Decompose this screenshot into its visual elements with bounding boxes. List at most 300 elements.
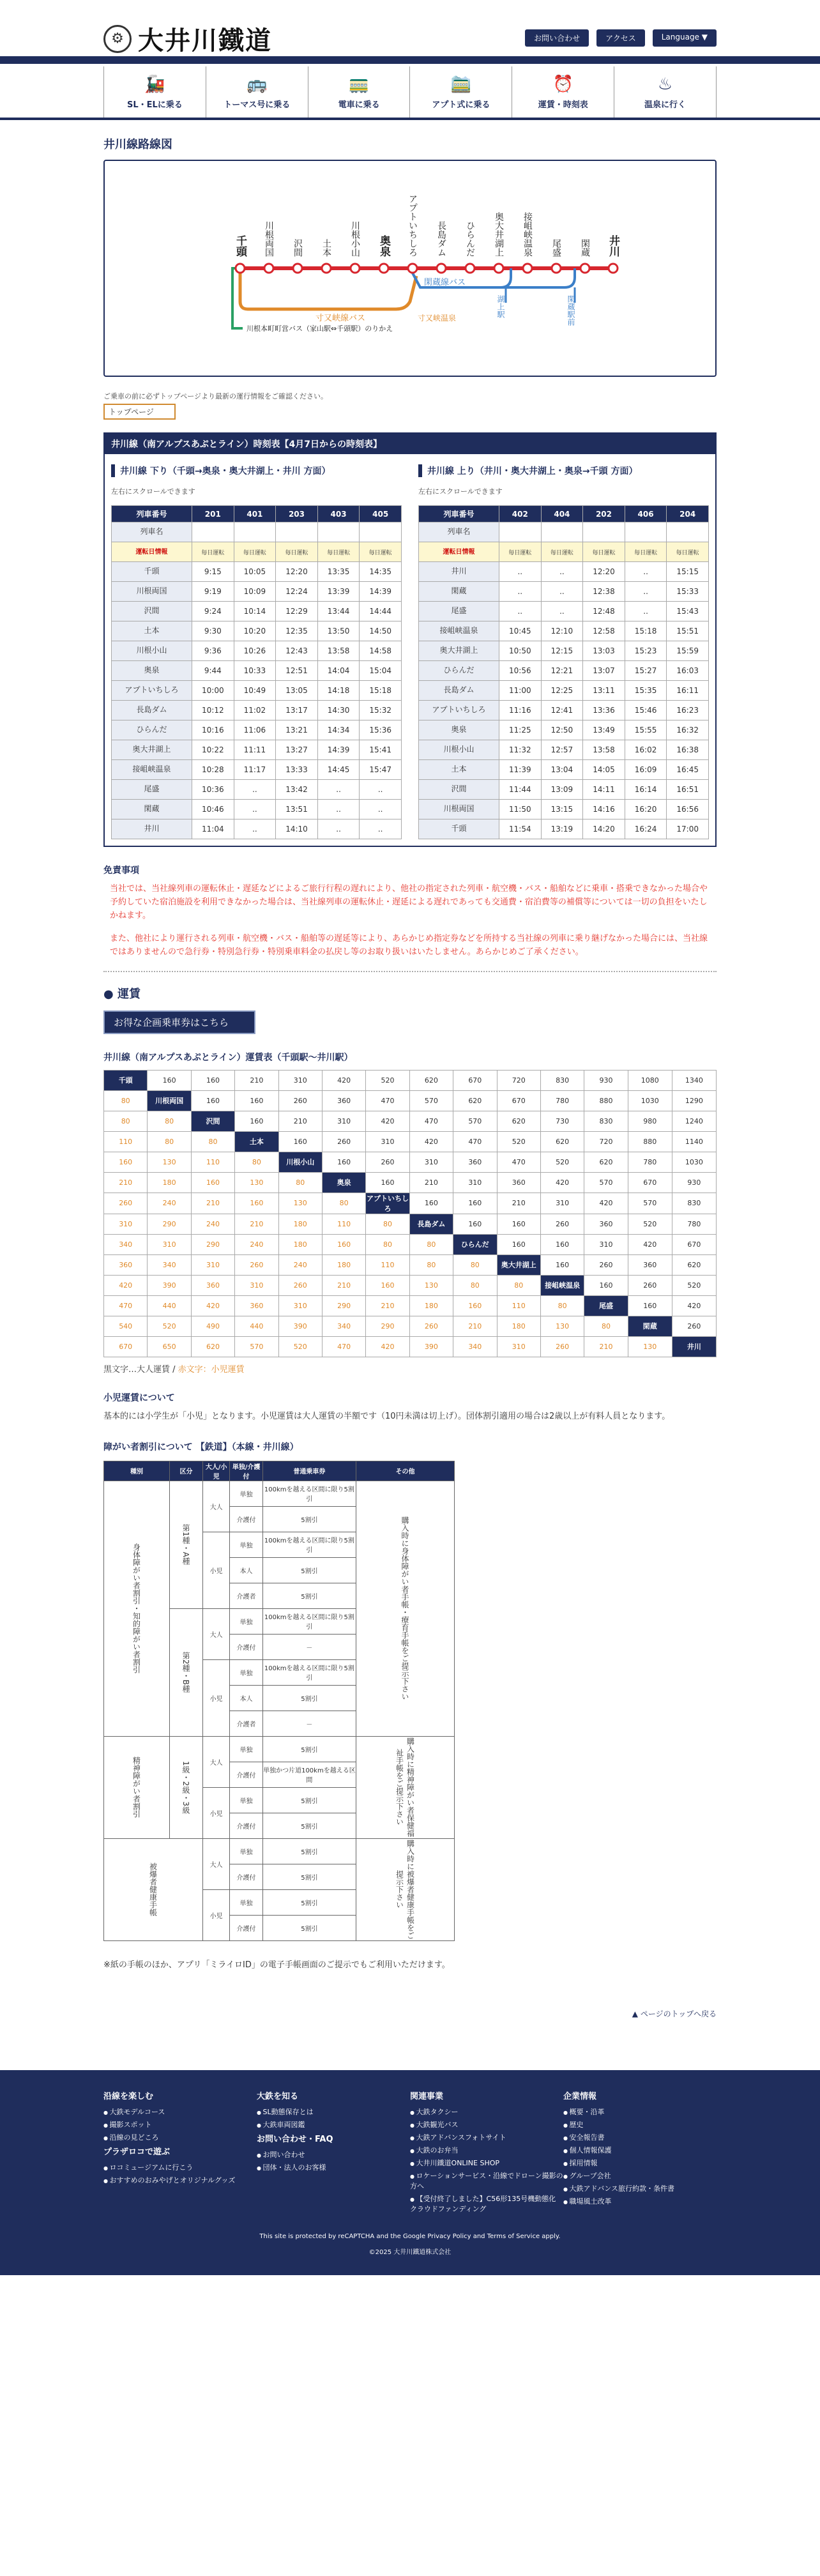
time-cell: 13:11 — [583, 681, 625, 701]
fare-cell: 440 — [235, 1316, 278, 1336]
fare-cell: 80 — [104, 1111, 148, 1131]
fare-cell: 1140 — [672, 1131, 716, 1152]
time-cell: 10:26 — [234, 641, 276, 661]
fare-cell: 260 — [235, 1254, 278, 1275]
footer-link[interactable]: ● 【受付終了しました】C56形135号機動態化 クラウドファンディング — [410, 2193, 563, 2214]
fare-cell: 420 — [366, 1336, 409, 1357]
fare-station: アプトいちしろ — [366, 1193, 409, 1214]
fare-cell: 420 — [104, 1275, 148, 1295]
footer-link[interactable]: ● 大鉄アドバンス旅行約款・条件書 — [563, 2183, 717, 2193]
fare-cell: 470 — [104, 1295, 148, 1316]
fare-station: 接岨峡温泉 — [540, 1275, 584, 1295]
fare-cell: 340 — [322, 1316, 365, 1336]
child-fare-title: 小児運賃について — [103, 1392, 175, 1403]
time-cell: 10:09 — [234, 582, 276, 602]
fare-cell: 780 — [672, 1214, 716, 1234]
map-station-label: 奥大井湖上 — [494, 212, 504, 257]
footer-link[interactable]: ● 大鉄のお弁当 — [410, 2145, 563, 2155]
fare-cell: 780 — [628, 1152, 672, 1172]
time-cell: 12:15 — [541, 641, 583, 661]
map-station-label: 井川 — [607, 235, 619, 257]
fare-cell: 1030 — [672, 1152, 716, 1172]
train-no-header: 列車番号 — [419, 506, 499, 522]
fare-cell: 130 — [148, 1152, 191, 1172]
time-cell: 15:46 — [625, 701, 667, 720]
time-cell: 15:43 — [667, 602, 709, 621]
time-cell: 16:03 — [667, 661, 709, 681]
station-cell: 沢間 — [419, 780, 499, 800]
nav-thomas[interactable]: 🚌 トーマス号に乗る — [206, 66, 308, 118]
nav-fare[interactable]: ⏰ 運賃・時刻表 — [512, 66, 614, 118]
footer-link[interactable]: ● 安全報告書 — [563, 2132, 717, 2142]
fare-cell: 470 — [453, 1131, 497, 1152]
train-name-header: 列車名 — [419, 522, 499, 542]
top-page-button[interactable]: トップページ — [103, 404, 176, 420]
fare-cell: 880 — [584, 1090, 628, 1111]
map-station-label: 奥泉 — [377, 235, 390, 257]
fare-cell: 310 — [540, 1193, 584, 1214]
nav-train[interactable]: 🚃 電車に乗る — [308, 66, 410, 118]
fare-cell: 290 — [191, 1234, 234, 1254]
access-button[interactable]: アクセス — [596, 29, 645, 47]
time-cell: 9:15 — [192, 562, 234, 582]
timetable-down — [111, 461, 402, 839]
fare-cell: 210 — [584, 1336, 628, 1357]
footer-link[interactable]: ● 大鉄アドバンスフォトサイト — [410, 2132, 563, 2142]
train-number: 402 — [499, 506, 542, 522]
time-cell: 11:50 — [499, 800, 542, 819]
clock-icon: ⏰ — [552, 74, 573, 94]
map-station-label: ひらんだ — [465, 221, 475, 257]
fare-cell: 210 — [235, 1214, 278, 1234]
nav-sl[interactable]: 🚂 SL・ELに乗る — [103, 66, 206, 118]
fare-cell: 390 — [278, 1316, 322, 1336]
fare-cell: 160 — [409, 1193, 453, 1214]
fare-cell: 340 — [104, 1234, 148, 1254]
time-cell: 15:55 — [625, 720, 667, 740]
station-cell: 土本 — [112, 621, 192, 641]
fare-cell: 620 — [672, 1254, 716, 1275]
footer-link[interactable]: ● 歴史 — [563, 2119, 717, 2130]
time-cell: .. — [541, 562, 583, 582]
train-number: 204 — [667, 506, 709, 522]
nav-apt[interactable]: 🚞 アプト式に乗る — [409, 66, 512, 118]
time-cell: 14:05 — [583, 760, 625, 780]
fare-cell: 210 — [104, 1172, 148, 1193]
footer-link[interactable]: ● 職場風土改革 — [563, 2196, 717, 2206]
fare-legend: 黒文字…大人運賃 / 赤文字：小児運賃 — [103, 1364, 245, 1375]
footer-link[interactable]: ● 沿線の見どころ — [103, 2132, 257, 2142]
fare-cell: 520 — [540, 1152, 584, 1172]
fare-cell: 110 — [322, 1214, 365, 1234]
time-cell: .. — [317, 819, 360, 839]
time-cell: 12:58 — [583, 621, 625, 641]
station-cell: 奥大井湖上 — [419, 641, 499, 661]
fare-cell: 180 — [278, 1214, 322, 1234]
time-cell: 15:32 — [360, 701, 402, 720]
map-station-label: 接岨峡温泉 — [522, 212, 533, 257]
fare-cell: 360 — [497, 1172, 540, 1193]
time-cell: 14:16 — [583, 800, 625, 819]
time-cell: .. — [360, 819, 402, 839]
fare-cell: 290 — [148, 1214, 191, 1234]
fare-station: ひらんだ — [453, 1234, 497, 1254]
fare-cell: 420 — [672, 1295, 716, 1316]
time-cell: 16:51 — [667, 780, 709, 800]
op-info-cell: 毎日運転 — [625, 542, 667, 562]
fare-cell: 80 — [148, 1131, 191, 1152]
otoku-ticket-button[interactable]: お得な企画乗車券はこちら — [103, 1010, 255, 1034]
fare-cell: 160 — [148, 1070, 191, 1090]
fare-cell: 930 — [672, 1172, 716, 1193]
time-cell: 12:35 — [276, 621, 318, 641]
station-cell: 川根両国 — [419, 800, 499, 819]
time-cell: 16:20 — [625, 800, 667, 819]
notice-text: ご乗車の前に必ずトップページより最新の運行情報をご確認ください。 — [103, 392, 328, 400]
station-cell: 閑蔵 — [112, 800, 192, 819]
footer-link[interactable]: ● 団体・法人のお客様 — [257, 2162, 410, 2172]
fare-cell: 670 — [672, 1234, 716, 1254]
fare-cell: 160 — [540, 1254, 584, 1275]
fare-cell: 160 — [366, 1172, 409, 1193]
route-map — [103, 160, 717, 377]
time-cell: 10:49 — [234, 681, 276, 701]
footer-col-title: プラザロコで遊ぶ — [103, 2147, 171, 2157]
train-number: 405 — [360, 506, 402, 522]
fare-station: 川根小山 — [278, 1152, 322, 1172]
footer-link[interactable]: ● 大鉄モデルコース — [103, 2107, 257, 2117]
time-cell: 13:49 — [583, 720, 625, 740]
time-cell: 9:36 — [192, 641, 234, 661]
map-station-label: 千頭 — [234, 235, 247, 257]
time-cell: .. — [234, 800, 276, 819]
footer-col-title: 大鉄を知る — [257, 2091, 299, 2101]
time-cell: 12:50 — [541, 720, 583, 740]
fare-cell: 80 — [322, 1193, 365, 1214]
time-cell: 13:39 — [317, 582, 360, 602]
time-cell: 11:04 — [192, 819, 234, 839]
route-map-title: 井川線路線図 — [103, 138, 172, 151]
fare-cell: 210 — [366, 1295, 409, 1316]
train-number: 201 — [192, 506, 234, 522]
footer-link[interactable]: ● 概要・沿革 — [563, 2107, 717, 2117]
time-cell: 10:20 — [234, 621, 276, 641]
fare-cell: 570 — [235, 1336, 278, 1357]
fare-cell: 160 — [628, 1295, 672, 1316]
global-nav — [0, 66, 820, 120]
time-cell: 15:18 — [360, 681, 402, 701]
time-cell: 14:04 — [317, 661, 360, 681]
fare-cell: 180 — [409, 1295, 453, 1316]
fare-station: 閑蔵 — [628, 1316, 672, 1336]
fare-cell: 620 — [453, 1090, 497, 1111]
logo-text: 大井川鐵道 — [138, 26, 272, 56]
time-cell: .. — [499, 582, 542, 602]
fare-heading: ● 運賃 — [103, 987, 140, 1001]
time-cell: 10:22 — [192, 740, 234, 760]
time-cell: 13:36 — [583, 701, 625, 720]
op-info-cell: 毎日運転 — [276, 542, 318, 562]
fare-cell: 620 — [540, 1131, 584, 1152]
time-cell: 11:32 — [499, 740, 542, 760]
fare-cell: 260 — [540, 1336, 584, 1357]
time-cell: 14:11 — [583, 780, 625, 800]
nav-onsen[interactable]: ♨ 温泉に行く — [614, 66, 717, 118]
footer-link[interactable]: ● 大鉄タクシー — [410, 2107, 563, 2117]
fare-cell: 110 — [191, 1152, 234, 1172]
child-fare-text: 基本的には小学生が「小児」となります。小児運賃は大人運賃の半額です（10円未満は切上げ）。団体割引適用の場合は2歳以上が有料人員となります。 — [103, 1411, 671, 1421]
fare-cell: 520 — [366, 1070, 409, 1090]
fare-cell: 180 — [148, 1172, 191, 1193]
time-cell: 14:45 — [317, 760, 360, 780]
time-cell: .. — [360, 800, 402, 819]
fare-cell: 360 — [235, 1295, 278, 1316]
fare-cell: 390 — [148, 1275, 191, 1295]
fare-cell: 570 — [453, 1111, 497, 1131]
op-info-cell: 毎日運転 — [360, 542, 402, 562]
time-cell: 11:17 — [234, 760, 276, 780]
op-info-cell: 毎日運転 — [541, 542, 583, 562]
footer-link[interactable]: ● 採用情報 — [563, 2158, 717, 2168]
fare-cell: 80 — [366, 1234, 409, 1254]
fare-cell: 80 — [540, 1295, 584, 1316]
time-cell: 11:44 — [499, 780, 542, 800]
footer-link[interactable]: ● 大鉄車両図鑑 — [257, 2119, 410, 2130]
time-cell: 16:45 — [667, 760, 709, 780]
footer-link[interactable]: ● 大鉄観光バス — [410, 2119, 563, 2130]
train-name-cell — [317, 522, 360, 542]
footer-link[interactable]: ● 大井川鐵道ONLINE SHOP — [410, 2158, 563, 2168]
time-cell: 15:04 — [360, 661, 402, 681]
fare-cell: 210 — [409, 1172, 453, 1193]
fare-cell: 360 — [628, 1254, 672, 1275]
footer-col-title: 関連事業 — [410, 2091, 444, 2101]
fare-cell: 130 — [540, 1316, 584, 1336]
down-title: 井川線 下り（千頭→奥泉・奥大井湖上・井川 方面） — [111, 464, 402, 477]
time-cell: 12:20 — [276, 562, 318, 582]
fare-cell: 780 — [540, 1090, 584, 1111]
station-cell: 閑蔵 — [419, 582, 499, 602]
fare-cell: 160 — [235, 1111, 278, 1131]
map-bus-note: 川根本町町営バス（家山駅⇔千頭駅）のりかえ — [247, 324, 393, 333]
station-cell: 長島ダム — [112, 701, 192, 720]
time-cell: 13:44 — [317, 602, 360, 621]
time-cell: 10:05 — [234, 562, 276, 582]
fare-cell: 160 — [278, 1131, 322, 1152]
fare-cell: 1340 — [672, 1070, 716, 1090]
op-info-cell: 毎日運転 — [583, 542, 625, 562]
fare-cell: 310 — [409, 1152, 453, 1172]
fare-cell: 160 — [191, 1090, 234, 1111]
sl-icon: 🚂 — [144, 74, 165, 94]
fare-cell: 180 — [497, 1316, 540, 1336]
language-button[interactable]: Language ▼ — [653, 29, 717, 47]
footer-link[interactable]: ● 個人情報保護 — [563, 2145, 717, 2155]
fare-cell: 80 — [235, 1152, 278, 1172]
disclaimer-p1: 当社では、当社線列車の運転休止・遅延などによるご旅行行程の遅れにより、他社の指定された列車・航空機・バス・船舶などに乗車・搭乗できなかった場合や予約していた宿泊施設を利用できなかった場合は、当社線列車の運転休止・遅延による遅れであっても交通費・宿泊費等の補償等については一切の負担をいたしかねます。 — [110, 884, 708, 920]
fare-cell: 620 — [409, 1070, 453, 1090]
op-info-header: 運転日情報 — [112, 542, 192, 562]
fare-cell: 620 — [191, 1336, 234, 1357]
time-cell: 12:29 — [276, 602, 318, 621]
train-name-cell — [625, 522, 667, 542]
fare-cell: 160 — [322, 1152, 365, 1172]
fare-cell: 260 — [366, 1152, 409, 1172]
scroll-note: 左右にスクロールできます — [111, 487, 195, 496]
time-cell: 11:02 — [234, 701, 276, 720]
train-name-cell — [499, 522, 542, 542]
fare-cell: 80 — [453, 1254, 497, 1275]
time-cell: 13:33 — [276, 760, 318, 780]
time-cell: 13:17 — [276, 701, 318, 720]
fare-cell: 420 — [409, 1131, 453, 1152]
fare-cell: 260 — [278, 1275, 322, 1295]
fare-cell: 490 — [191, 1316, 234, 1336]
time-cell: 9:44 — [192, 661, 234, 681]
fare-cell: 310 — [584, 1234, 628, 1254]
footer-link[interactable]: ● グループ会社 — [563, 2170, 717, 2181]
time-cell: 14:35 — [360, 562, 402, 582]
fare-cell: 160 — [191, 1070, 234, 1090]
fare-cell: 80 — [104, 1090, 148, 1111]
fare-cell: 440 — [148, 1295, 191, 1316]
time-cell: .. — [625, 582, 667, 602]
fare-cell: 260 — [628, 1275, 672, 1295]
fare-cell: 620 — [584, 1152, 628, 1172]
fare-cell: 160 — [453, 1214, 497, 1234]
time-cell: 13:03 — [583, 641, 625, 661]
fare-station: 川根両国 — [148, 1090, 191, 1111]
station-cell: 川根小山 — [112, 641, 192, 661]
time-cell: 13:21 — [276, 720, 318, 740]
fare-cell: 80 — [409, 1254, 453, 1275]
time-cell: 16:14 — [625, 780, 667, 800]
station-cell: 接岨峡温泉 — [112, 760, 192, 780]
fare-station: 千頭 — [104, 1070, 148, 1090]
footer-col — [563, 2089, 717, 2216]
time-cell: 12:51 — [276, 661, 318, 681]
fare-cell: 80 — [191, 1131, 234, 1152]
footer-link[interactable]: ● おすすめのおみやげとオリジナルグッズ — [103, 2175, 257, 2185]
copyright: ©2025 大井川鐵道株式会社 — [368, 2248, 452, 2256]
time-cell: 14:39 — [317, 740, 360, 760]
fare-cell: 830 — [672, 1193, 716, 1214]
time-cell: 10:46 — [192, 800, 234, 819]
timetable-panel — [103, 432, 717, 847]
map-station-label: アプトいちしろ — [407, 194, 418, 257]
fare-cell: 340 — [453, 1336, 497, 1357]
timetable-up-table[interactable] — [418, 505, 709, 839]
fare-cell: 210 — [453, 1316, 497, 1336]
map-spot-label: 湖上駅 — [496, 295, 505, 318]
footer-link[interactable]: ● ロケーションサービス・沿線でドローン撮影の方へ — [410, 2170, 563, 2191]
fare-cell: 420 — [191, 1295, 234, 1316]
fare-cell: 160 — [191, 1172, 234, 1193]
station-cell: 千頭 — [419, 819, 499, 839]
fare-cell: 160 — [584, 1275, 628, 1295]
fare-cell: 670 — [628, 1172, 672, 1193]
train-name-header: 列車名 — [112, 522, 192, 542]
fare-cell: 80 — [453, 1275, 497, 1295]
station-cell: 尾盛 — [419, 602, 499, 621]
footer-link[interactable]: ● お問い合わせ — [257, 2149, 410, 2160]
map-bus-label: 閑蔵線バス — [424, 278, 466, 287]
map-station-label: 尾盛 — [551, 239, 561, 257]
fare-cell: 310 — [235, 1275, 278, 1295]
station-cell: ひらんだ — [419, 661, 499, 681]
footer-link[interactable]: ● 撮影スポット — [103, 2119, 257, 2130]
time-cell: 12:38 — [583, 582, 625, 602]
fare-cell: 470 — [322, 1336, 365, 1357]
fare-cell: 260 — [409, 1316, 453, 1336]
fare-cell: 210 — [322, 1275, 365, 1295]
time-cell: 10:36 — [192, 780, 234, 800]
fare-cell: 160 — [540, 1234, 584, 1254]
time-cell: 15:35 — [625, 681, 667, 701]
page-top-link[interactable]: ▲ ページのトップへ戻る — [632, 2009, 717, 2018]
fare-cell: 1030 — [628, 1090, 672, 1111]
time-cell: 15:33 — [667, 582, 709, 602]
scroll-note: 左右にスクロールできます — [418, 487, 503, 496]
site-logo[interactable] — [103, 20, 272, 57]
contact-button[interactable]: お問い合わせ — [525, 29, 589, 47]
fare-cell: 340 — [148, 1254, 191, 1275]
time-cell: .. — [541, 582, 583, 602]
train-name-cell — [667, 522, 709, 542]
disability-table: 種別 区分 大人/小児 単独/介護付 普通乗車券 その他 身体障がい者割引・知的障がい者割引 第1種・A種 大人 単独 100kmを越える区間に限り5割引 購入時に身体障がい者手帳・療育手帳をご提示下さい 介護付 5割引 小児 単独 100kmを越える区間に限り5割引 本人 5割引 介護者 5割引 第2種・B種 大人 単独 100kmを越える区間に限り5割引 介護付 － 小児 単独 100kmを越える区間に限り5割引 本人 5割引 介護者 － 精神障がい者割引 1級・2級・3級 大人 単独 5割引 購入時に精神障がい者保健福祉手帳をご提示下さい 介護付 単独かつ片道100kmを越える区間 小児 単独 5割引 介護付 5割引 被爆者健康手帳 大人 単独 5割引 購入時に被爆者健康手帳をご提示下さい 介護付 5割引 小児 単独 5割引 介護付 5割引 — [103, 1461, 455, 1941]
time-cell: 13:35 — [317, 562, 360, 582]
time-cell: 13:27 — [276, 740, 318, 760]
fare-cell: 420 — [540, 1172, 584, 1193]
fare-cell: 570 — [409, 1090, 453, 1111]
fare-cell: 160 — [497, 1234, 540, 1254]
footer-link[interactable]: ● ロコミュージアムに行こう — [103, 2162, 257, 2172]
time-cell: 15:51 — [667, 621, 709, 641]
fare-station: 井川 — [672, 1336, 716, 1357]
fare-cell: 720 — [584, 1131, 628, 1152]
train-number: 406 — [625, 506, 667, 522]
time-cell: .. — [625, 562, 667, 582]
train-icon: 🚃 — [348, 74, 370, 94]
up-title: 井川線 上り（井川・奥大井湖上・奥泉→千頭 方面） — [418, 464, 709, 477]
fare-cell: 80 — [584, 1316, 628, 1336]
fare-cell: 210 — [191, 1193, 234, 1214]
time-cell: 15:15 — [667, 562, 709, 582]
time-cell: 11:00 — [499, 681, 542, 701]
time-cell: .. — [234, 819, 276, 839]
time-cell: 13:05 — [276, 681, 318, 701]
route-map-svg — [105, 161, 715, 376]
time-cell: 16:56 — [667, 800, 709, 819]
footer-link[interactable]: ● SL動態保存とは — [257, 2107, 410, 2117]
time-cell: .. — [625, 602, 667, 621]
train-number: 401 — [234, 506, 276, 522]
timetable-down-table[interactable] — [111, 505, 402, 839]
fare-cell: 130 — [628, 1336, 672, 1357]
fare-table — [103, 1070, 717, 1357]
fare-station: 土本 — [235, 1131, 278, 1152]
time-cell: 13:15 — [541, 800, 583, 819]
footer-col-title: 沿線を楽しむ — [103, 2091, 154, 2101]
time-cell: 14:50 — [360, 621, 402, 641]
fare-cell: 520 — [148, 1316, 191, 1336]
site-header — [0, 0, 820, 64]
fare-cell: 730 — [540, 1111, 584, 1131]
apt-icon: 🚞 — [450, 74, 472, 94]
fare-title: 井川線（南アルプスあぷとライン）運賃表（千頭駅～井川駅） — [103, 1052, 353, 1063]
fare-cell: 360 — [453, 1152, 497, 1172]
time-cell: 10:56 — [499, 661, 542, 681]
